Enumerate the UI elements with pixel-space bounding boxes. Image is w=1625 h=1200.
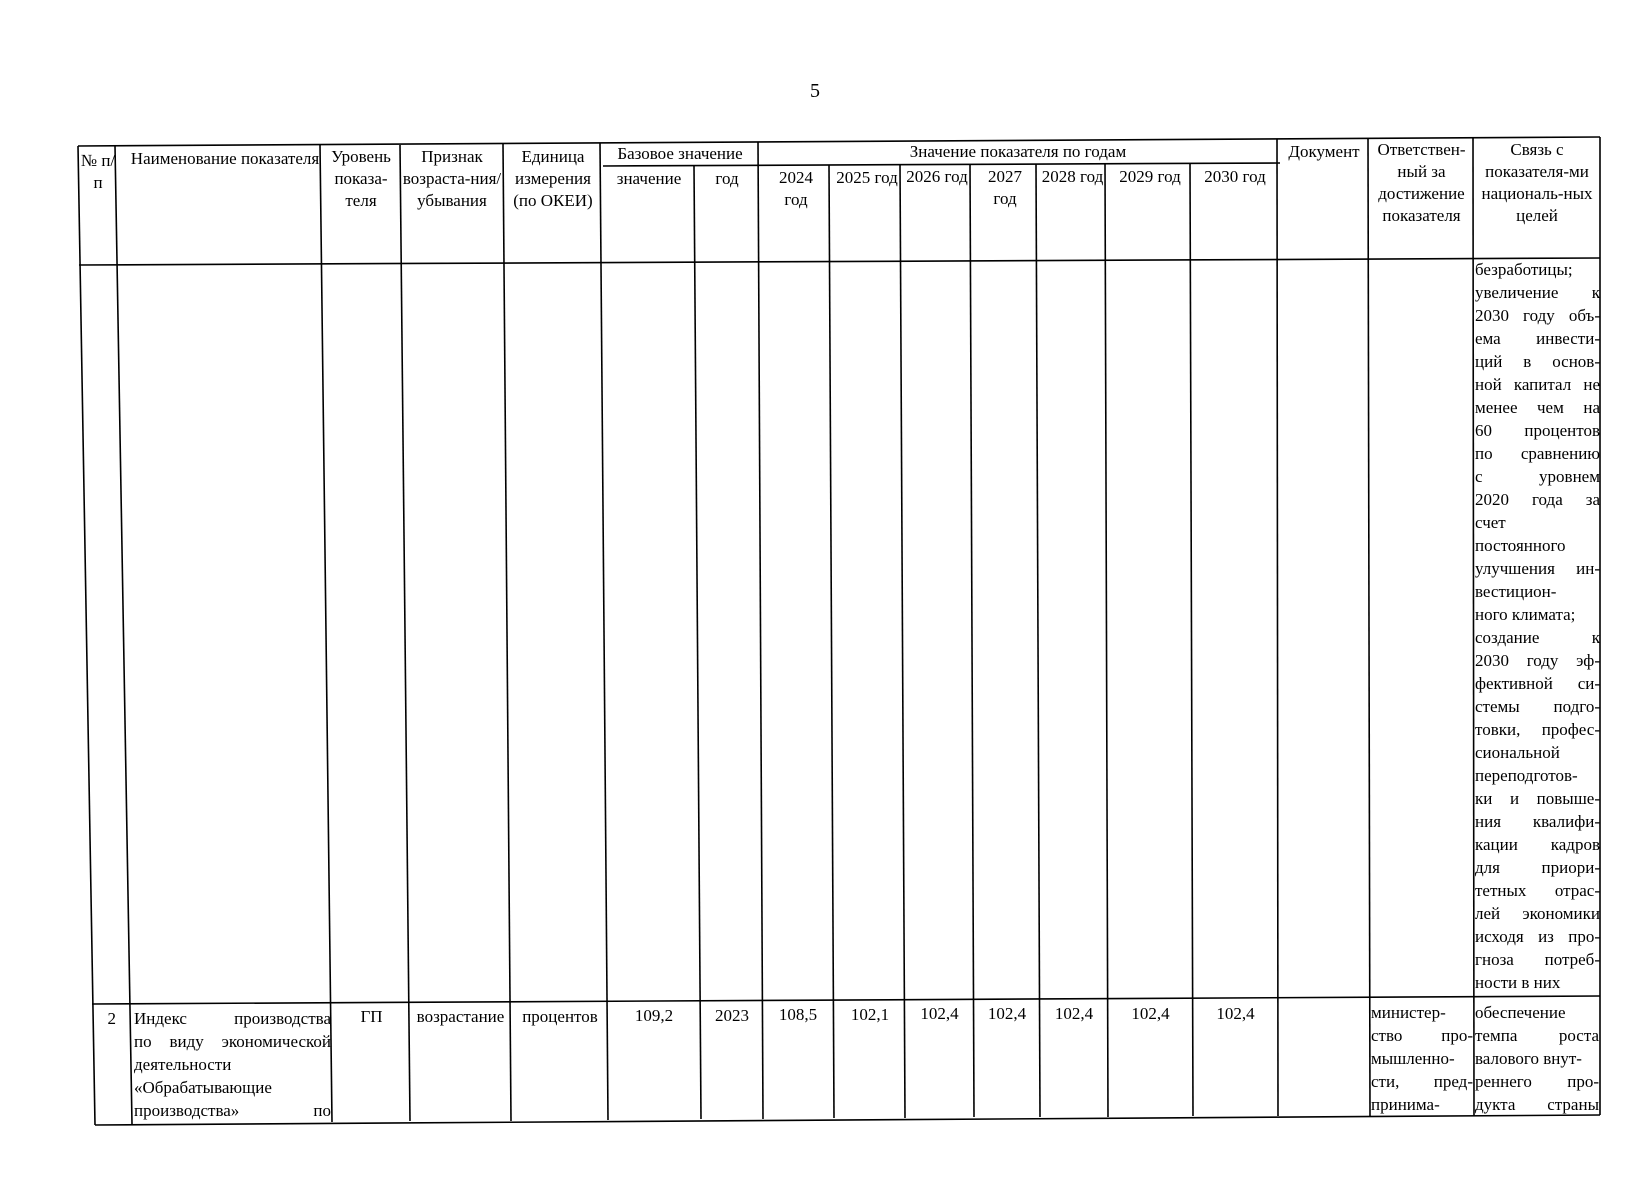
row2-value-2025: 102,1 (850, 1005, 890, 1024)
continuation-link-line: для приори- (1475, 858, 1600, 877)
continuation-link-line: исходя из про- (1475, 927, 1600, 946)
continuation-link-line: ного климата; (1475, 605, 1576, 624)
header-document: Документ (1288, 142, 1360, 161)
row2-trend: возрастание (416, 1007, 505, 1026)
header-year-2030: 2030 год (1204, 167, 1266, 186)
row2-unit: процентов (522, 1007, 598, 1026)
header-base-year: год (715, 169, 739, 188)
header-year-2025: 2025 год (836, 168, 898, 187)
row2-value-2024: 108,5 (778, 1005, 818, 1024)
header-year-2027: 2027 год (988, 167, 1022, 208)
continuation-link-text (1475, 259, 1600, 995)
continuation-link-line: постоянного (1475, 536, 1566, 555)
header-year-2029: 2029 год (1119, 167, 1181, 186)
continuation-link-line: ема инвести- (1475, 329, 1600, 348)
row2-responsible-line: сти, пред- (1371, 1072, 1473, 1091)
continuation-link-line: ной капитал не (1475, 375, 1600, 394)
row2-link-line: дукта страны (1475, 1095, 1599, 1114)
row2-link (1475, 1002, 1599, 1117)
header-trend: Признак возраста-ния/ убывания (402, 147, 502, 210)
row2-responsible-line: принима- (1371, 1095, 1440, 1114)
continuation-link-line: 60 процентов (1475, 421, 1600, 440)
row2-responsible (1371, 1002, 1473, 1117)
continuation-link-line: менее чем на (1475, 398, 1600, 417)
row2-name-line: деятельности (134, 1055, 232, 1074)
row2-base-year: 2023 (715, 1006, 749, 1025)
header-year-2028: 2028 год (1041, 167, 1104, 186)
row2-value-2029: 102,4 (1131, 1004, 1170, 1023)
continuation-link-line: счет (1475, 513, 1506, 532)
continuation-link-line: 2030 году объ- (1475, 306, 1600, 325)
continuation-link-line: стемы подго- (1475, 697, 1600, 716)
row2-name-line: Индекс производства (134, 1009, 331, 1028)
header-link: Связь с показателя-ми националь-ных целей (1481, 140, 1593, 225)
row2-name (134, 1008, 331, 1123)
header-unit: Единица измерения (по ОКЕИ) (513, 147, 593, 210)
row2-value-2028: 102,4 (1054, 1004, 1094, 1023)
row2-level: ГП (360, 1007, 383, 1026)
row2-responsible-line: мышленно- (1371, 1049, 1455, 1068)
header-num: № п/п (80, 151, 116, 192)
continuation-link-line: вестицион- (1475, 582, 1557, 601)
row2-link-line: реннего про- (1475, 1072, 1599, 1091)
continuation-link-line: товки, профес- (1475, 720, 1600, 739)
continuation-link-line: фективной си- (1475, 674, 1600, 693)
row2-value-2027: 102,4 (987, 1004, 1027, 1023)
row2-num: 2 (107, 1009, 116, 1028)
row2-responsible-line: министер- (1371, 1003, 1446, 1022)
header-year-2024: 2024 год (779, 168, 813, 209)
continuation-link-line: тетных отрас- (1475, 881, 1600, 900)
row2-link-line: обеспечение (1475, 1003, 1566, 1022)
continuation-link-line: создание к (1475, 628, 1600, 647)
row2-link-line: темпа роста (1475, 1026, 1599, 1045)
row2-link-line: валового внут- (1475, 1049, 1582, 1068)
continuation-link-line: 2030 году эф- (1475, 651, 1600, 670)
continuation-link-line: безработицы; (1475, 260, 1573, 279)
page-number: 5 (810, 80, 820, 102)
row2-value-2030: 102,4 (1216, 1004, 1255, 1023)
row2-value-2026: 102,4 (920, 1004, 959, 1023)
row2-base-value: 109,2 (634, 1006, 674, 1025)
header-level: Уровень показа-теля (331, 147, 391, 210)
continuation-link-line: улучшения ин- (1475, 559, 1600, 578)
continuation-link-line: по сравнению (1475, 444, 1600, 463)
continuation-link-line: ния квалифи- (1475, 812, 1600, 831)
continuation-link-line: увеличение к (1475, 283, 1600, 302)
continuation-link-line: лей экономики (1475, 904, 1600, 923)
header-year-2026: 2026 год (906, 167, 968, 186)
continuation-link-line: 2020 года за (1475, 490, 1600, 509)
continuation-link-line: ций в основ- (1475, 352, 1600, 371)
header-responsible: Ответствен-ный за достижение показателя (1377, 140, 1466, 225)
continuation-link-line: кации кадров (1475, 835, 1600, 854)
continuation-link-line: сиональной (1475, 743, 1560, 762)
header-base-value: значение (616, 169, 682, 188)
row2-name-line: «Обрабатывающие (134, 1078, 272, 1097)
row2-name-line: производства» по (134, 1101, 331, 1120)
header-years-group: Значение показателя по годам (909, 142, 1127, 161)
continuation-link-line: с уровнем (1475, 467, 1600, 486)
continuation-link-line: ки и повыше- (1475, 789, 1600, 808)
header-name: Наименование показателя (130, 149, 320, 168)
header-base: Базовое значение (617, 144, 743, 163)
continuation-link-line: гноза потреб- (1475, 950, 1600, 969)
continuation-link-line: ности в них (1475, 973, 1561, 992)
row2-name-line: по виду экономической (134, 1032, 331, 1051)
continuation-link-line: переподготов- (1475, 766, 1578, 785)
row2-responsible-line: ство про- (1371, 1026, 1473, 1045)
